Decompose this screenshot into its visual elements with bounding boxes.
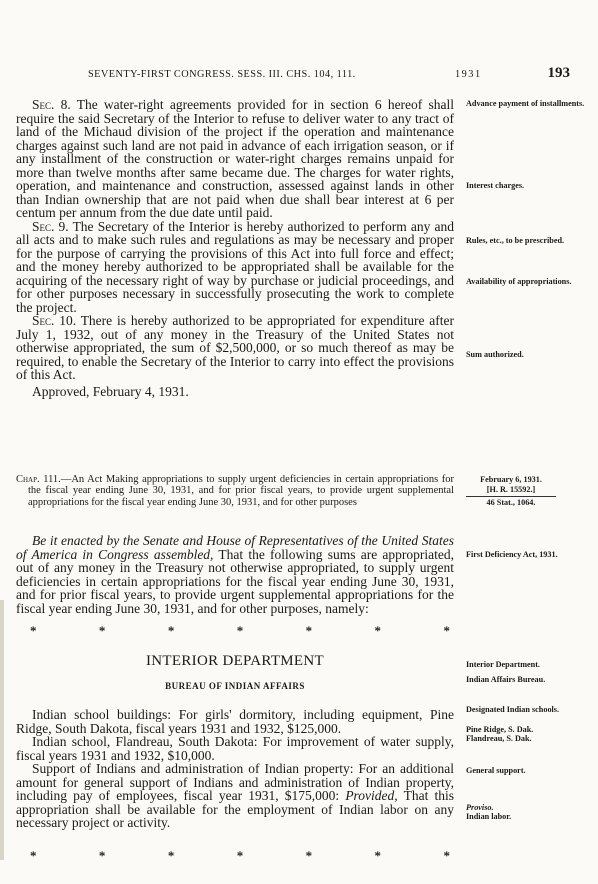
section-10 [16,314,454,382]
asterisk: * [30,623,37,638]
note-first-deficiency: First Deficiency Act, 1931. [466,550,558,559]
asterisk: * [305,623,313,638]
asterisk: * [30,848,37,863]
note-advance-payment: Advance payment of installments. [466,99,585,108]
asterisk: * [98,848,106,863]
note-designated-schools: Designated Indian schools. [466,705,560,714]
running-head-text: SEVENTY-FIRST CONGRESS. SESS. III. CHS. 104, 111. [88,69,356,80]
asterisk: * [236,623,244,638]
section-9-label: Sec. 9. [32,218,69,234]
note-date: February 6, 1931. [480,475,542,484]
note-indian-labor: Indian labor. [466,812,512,821]
note-interior-department: Interior Department. [466,660,540,669]
department-title: INTERIOR DEPARTMENT [146,653,324,669]
paragraph-support: Support of Indians and administration of Indian property: For an additional amount for general support of Indians and administration of Indian property, including pay of employees, fiscal year 1931, $175,000: Provided, That this appropriation shall be available for the employment of Indian labor on any necessary project or activity. [16,761,454,830]
section-10-text: There is hereby authorized to be appropriated for expenditure after July 1, 1932, out of any money in the Treasury of the United States not otherwise appropriated, the sum of $2,500,000, or so much thereof as may be required, to enable the Secretary of the Interior to carry into effect the provisions of this Act. [16,313,454,382]
note-bill-number: [H. R. 15592.] [486,485,536,494]
asterisk: * [374,623,382,638]
chapter-label: Chap. 111. [16,474,61,485]
page-number: 193 [547,65,570,81]
bureau-title: BUREAU OF INDIAN AFFAIRS [165,681,305,691]
section-9 [16,220,454,315]
note-flandreau: Flandreau, S. Dak. [466,734,532,743]
chapter-text [16,474,454,508]
provided-word: Provided, [345,788,398,803]
asterisk-row-2 [30,848,450,864]
asterisk: * [305,848,313,863]
note-statute: 46 Stat., 1064. [486,498,536,507]
running-head [80,65,570,82]
paragraph-flandreau: Indian school, Flandreau, South Dakota: For improvement of water supply, fiscal years 1931 and 1932, $10,000. [16,734,454,763]
note-general-support: General support. [466,766,526,775]
running-head-year: 1931 [455,69,482,80]
note-sum-authorized: Sum authorized. [466,350,524,359]
note-availability: Availability of appropriations. [466,277,572,286]
asterisk: * [167,623,175,638]
asterisk: * [167,848,175,863]
note-proviso: Proviso. [466,803,494,812]
scan-edge [0,600,4,860]
section-block [16,98,454,398]
note-indian-affairs: Indian Affairs Bureau. [466,675,546,684]
paragraph-pine-ridge: Indian school buildings: For girls' dormitory, including equipment, Pine Ridge, South Dakota, fiscal years 1931 and 1932, $125,000. [16,707,454,736]
asterisk: * [98,623,106,638]
asterisk: * [236,848,244,863]
enacting-formula: Be it enacted by the Senate and House of Representatives of the United States of America in Congress assembled, [16,533,454,562]
asterisk: * [374,848,382,863]
appropriations-block [16,708,454,830]
chapter-description: —An Act Making appropriations to supply urgent deficiencies in certain appropriations for the fiscal year ending June 30, 1931, and for prior fiscal years, to provide urgent supplemental appropriations for the fiscal year ending June 30, 1931, and for other purposes [28,474,454,508]
asterisk: * [443,848,450,863]
enacting-clause [16,534,454,615]
chapter-heading [16,474,454,508]
section-10-label: Sec. 10. [32,313,77,328]
section-8 [16,98,454,220]
enacting-text: That the following sums are appropriated, out of any money in the Treasury not otherwise appropriated, to supply urgent deficiencies in certain appropriations for the fiscal year ending June 30, 1931, and for prior fiscal years, to provide urgent supplemental appropriations for the fiscal year ending June 30, 1931, and for other purposes, namely: [16,546,454,616]
section-8-label: Sec. 8. [32,97,71,112]
section-9-text: The Secretary of the Interior is hereby authorized to perform any and all acts and to make such rules and regulations as may be necessary and proper for the purpose of carrying the provisions of this Act into full force and effect; and the money hereby authorized to be appropriated shall be available for the acquiring of the necessary right of way by purchase or judicial proceedings, and for other purposes necessary in successfully prosecuting the work to complete the project. [16,218,454,315]
note-rules: Rules, etc., to be prescribed. [466,236,565,245]
note-pine-ridge: Pine Ridge, S. Dak. [466,725,534,734]
section-8-text: The water-right agreements provided for in section 6 hereof shall require the said Secretary of the Interior to refuse to deliver water to any tract of land of the Michaud division of the project if the operation and maintenance charges against such land are not paid in advance of each irrigation season, or if any installment of the construction or water-right charges remains unpaid for more than twelve months after same became due. The charges for water rights, operation, and maintenance and construction, assessed against lands in other than Indian ownership that are not paid when due shall bear interest at 6 per centum per annum from the due date until paid. [16,97,454,220]
asterisk: * [443,623,450,638]
note-interest-charges: Interest charges. [466,181,525,190]
approved-line: Approved, February 4, 1931. [32,383,189,399]
asterisk-row-1 [30,623,450,639]
note-divider [466,496,556,497]
